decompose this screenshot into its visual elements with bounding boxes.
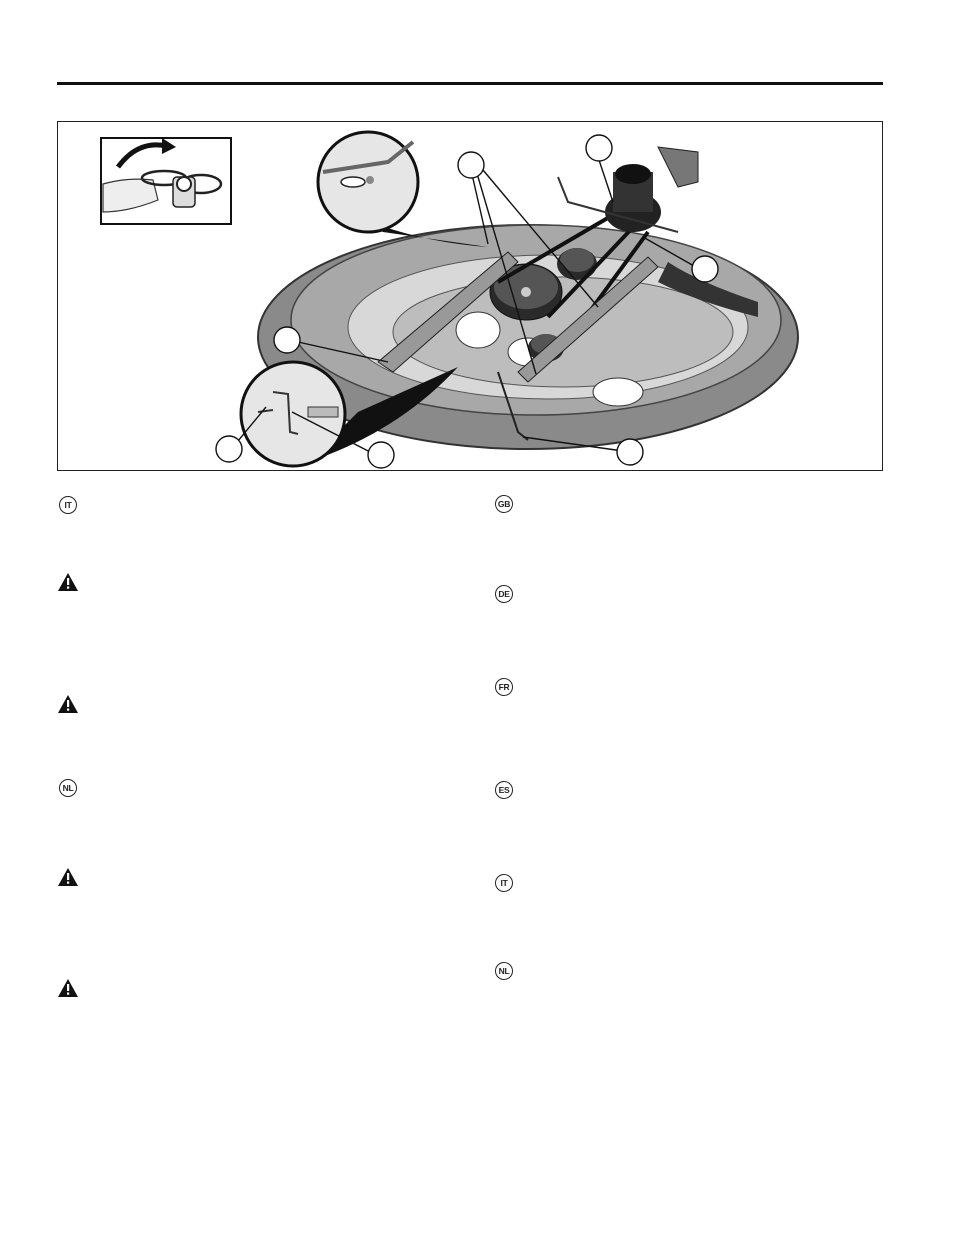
callout-circle [617, 439, 643, 465]
language-badge-it: IT [495, 874, 513, 892]
language-badge-nl: NL [495, 962, 513, 980]
language-badge-nl: NL [59, 779, 77, 797]
language-badge-es: ES [495, 781, 513, 799]
callout-circle [216, 436, 242, 462]
language-badge-gb: GB [495, 495, 513, 513]
warning-triangle-icon [57, 867, 79, 887]
callout-circle [274, 327, 300, 353]
callout-circle [692, 256, 718, 282]
warning-triangle-icon [57, 978, 79, 998]
callout-circle [586, 135, 612, 161]
warning-triangle-icon [57, 694, 79, 714]
callout-circle [458, 152, 484, 178]
language-badge-fr: FR [495, 678, 513, 696]
hairpin-clip-inset [101, 138, 231, 224]
language-badge-it: IT [59, 496, 77, 514]
mower-deck-diagram [58, 122, 883, 471]
warning-triangle-icon [57, 572, 79, 592]
header-rule [57, 82, 883, 85]
callout-circle [368, 442, 394, 468]
mower-deck-figure [57, 121, 883, 471]
language-badge-de: DE [495, 585, 513, 603]
